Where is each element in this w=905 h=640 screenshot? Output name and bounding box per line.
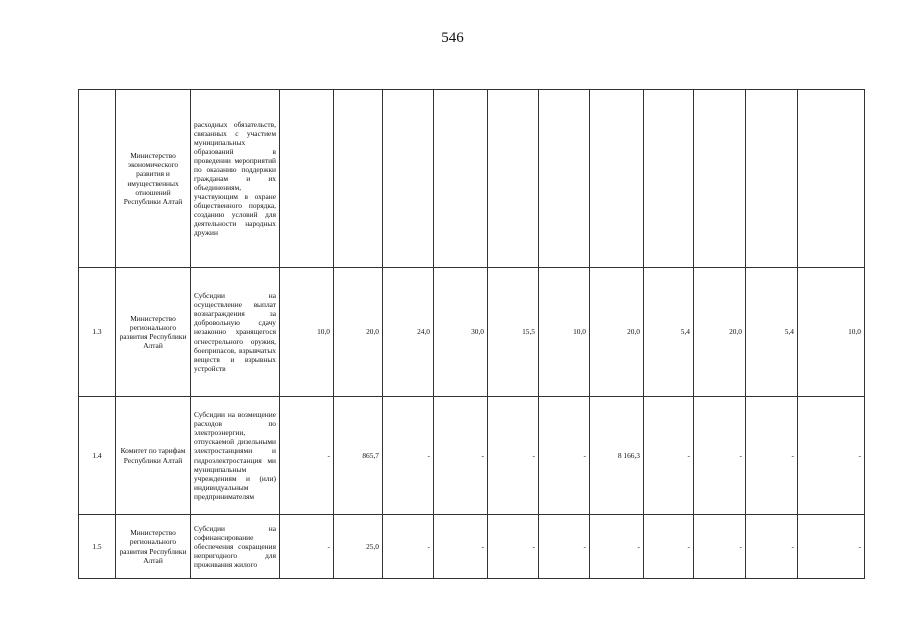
row-number-cell: 1.3 [79,268,116,397]
value-cell: 20,0 [334,268,383,397]
value-cell: 10,0 [280,268,334,397]
value-cell: - [539,515,590,579]
value-cell [746,90,798,268]
value-cell: 25,0 [334,515,383,579]
description-cell: Субсидии на софинансирование обеспечения сокращения непригодного для проживания жилого [191,515,280,579]
value-cell: - [798,515,865,579]
value-cell [488,90,539,268]
value-cell: - [434,515,488,579]
value-cell: - [383,515,434,579]
budget-table [78,89,865,579]
value-cell: - [488,397,539,515]
value-cell [539,90,590,268]
value-cell: - [280,515,334,579]
value-cell: - [644,397,694,515]
value-cell: 5,4 [746,268,798,397]
value-cell: - [644,515,694,579]
value-cell: - [434,397,488,515]
table-row [79,397,865,515]
value-cell: 20,0 [590,268,644,397]
value-cell [694,90,746,268]
table-row [79,90,865,268]
value-cell: 24,0 [383,268,434,397]
value-cell: 20,0 [694,268,746,397]
value-cell: 15,5 [488,268,539,397]
value-cell: - [539,397,590,515]
value-cell: - [488,515,539,579]
value-cell: 30,0 [434,268,488,397]
row-number-cell: 1.5 [79,515,116,579]
value-cell [280,90,334,268]
organization-cell: Министерство регионального развития Республики Алтай [116,515,191,579]
page-number: 546 [441,30,464,46]
value-cell: 8 166,3 [590,397,644,515]
value-cell [334,90,383,268]
value-cell: 5,4 [644,268,694,397]
description-cell: Субсидии на возмещение расходов по электроэнергии, отпускаемой дизельными электростанциями и гидроэлектростанция ми муниципальным учреждениям и (или) индивидуальным предпринимателям [191,397,280,515]
value-cell [644,90,694,268]
organization-cell: Комитет по тарифам Республики Алтай [116,397,191,515]
value-cell [434,90,488,268]
value-cell: 865,7 [334,397,383,515]
value-cell: - [746,515,798,579]
organization-cell: Министерство регионального развития Республики Алтай [116,268,191,397]
value-cell: - [694,397,746,515]
table-row [79,268,865,397]
value-cell: - [383,397,434,515]
value-cell: 10,0 [798,268,865,397]
value-cell: - [590,515,644,579]
description-cell: расходных обязательств, связанных с участием муниципальных образований в проведении мероприятий по оказанию поддержки гражданам и их объединениям, участвующим в охране общественного порядка, созданию условий для деятельности народных дружин [191,90,280,268]
value-cell [383,90,434,268]
table-row [79,515,865,579]
value-cell: - [694,515,746,579]
value-cell: - [746,397,798,515]
organization-cell: Министерство экономического развития и имущественных отношений Республики Алтай [116,90,191,268]
description-cell: Субсидии на осуществление выплат вознаграждения за добровольную сдачу незаконно хранящегося огнестрельного оружия, боеприпасов, взрывчатых веществ и взрывных устройств [191,268,280,397]
value-cell: 10,0 [539,268,590,397]
row-number-cell: 1.4 [79,397,116,515]
row-number-cell [79,90,116,268]
value-cell [798,90,865,268]
value-cell: - [798,397,865,515]
value-cell [590,90,644,268]
value-cell: - [280,397,334,515]
